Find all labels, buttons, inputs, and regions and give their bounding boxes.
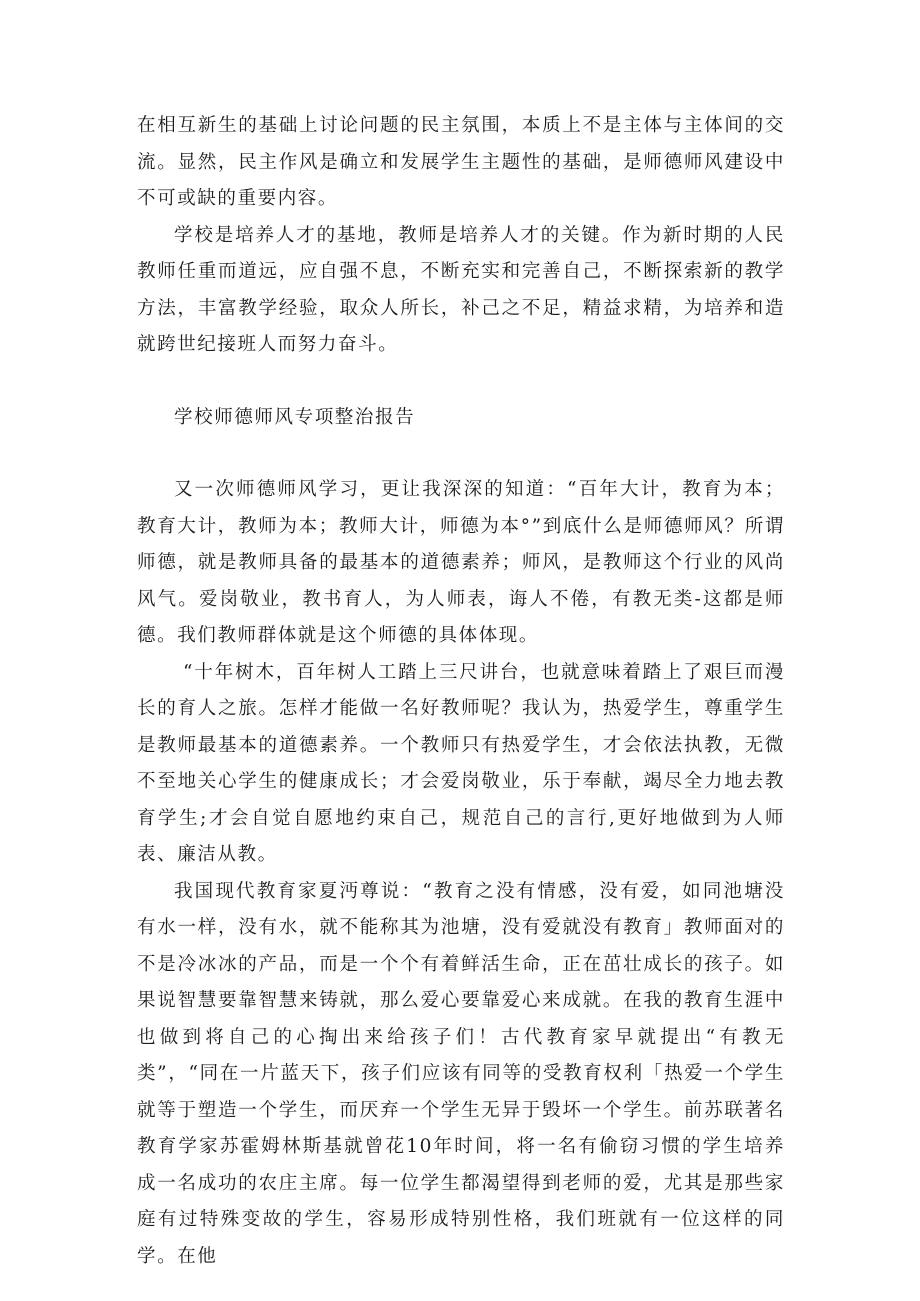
paragraph-school-talent: 学校是培养人才的基地，教师是培养人才的关键。作为新时期的人民教师任重而道远，应自强不息，不断充实和完善自己，不断探索新的教学方法，丰富教学经验，取众人所长，补己之不足，精益求精，为培养和造就跨世纪接班人而努力奋斗。	[137, 224, 785, 355]
paragraph-love-students: “十年树木，百年树人工踏上三尺讲台，也就意味着踏上了艰巨而漫长的育人之旅。怎样才能做一名好教师呢？我认为，热爱学生，尊重学生是教师最基本的道德素养。一个教师只有热爱学生，才会依法执教，无微不至地关心学生的健康成长；才会爱岗敬业，乐于奉献，竭尽全力地去教育学生;才会自觉自愿地约束自己，规范自己的言行,更好地做到为人师表、廉洁从教。	[137, 661, 785, 865]
document-body	[137, 108, 785, 1275]
paragraph-educator-quote: 我国现代教育家夏沔尊说：“教育之没有情感，没有爱，如同池塘没有水一样，没有水，就不能称其为池塘，没有爱就没有教育」教师面对的不是冷冰冰的产品，而是一个个有着鲜活生命，正在茁壮成长的孩子。如果说智慧要靠智慧来铸就，那么爱心要靠爱心来成就。在我的教育生涯中也做到将自己的心掏出来给孩子们！古代教育家早就提出“有教无类”，“同在一片蓝天下，孩子们应该有同等的受教育权利「热爱一个学生就等于塑造一个学生，而厌弃一个学生无异于毁坏一个学生。前苏联著名教育学家苏霍姆林斯基就曾花10年时间，将一名有偷窃习惯的学生培养成一名成功的农庄主席。每一位学生都渴望得到老师的爱，尤其是那些家庭有过特殊变故的学生，容易形成特别性格，我们班就有一位这样的同学。在他	[137, 880, 785, 1267]
paragraph-ethics-study: 又一次师德师风学习，更让我深深的知道：“百年大计，教育为本；教育大计，教师为本；教师大计，师德为本°”到底什么是师德师风？所谓师德，就是教师具备的最基本的道德素养；师风，是教师这个行业的风尚风气。爱岗敬业，教书育人，为人师表，诲人不倦，有教无类-这都是师德。我们教师群体就是这个师德的具体体现。	[137, 479, 785, 646]
paragraph-continuation: 在相互新生的基础上讨论问题的民主氛围，本质上不是主体与主体间的交流。显然，民主作风是确立和发展学生主题性的基础，是师德师风建设中不可或缺的重要内容。	[137, 115, 785, 209]
section-heading: 学校师德师风专项整治报告	[174, 406, 416, 428]
